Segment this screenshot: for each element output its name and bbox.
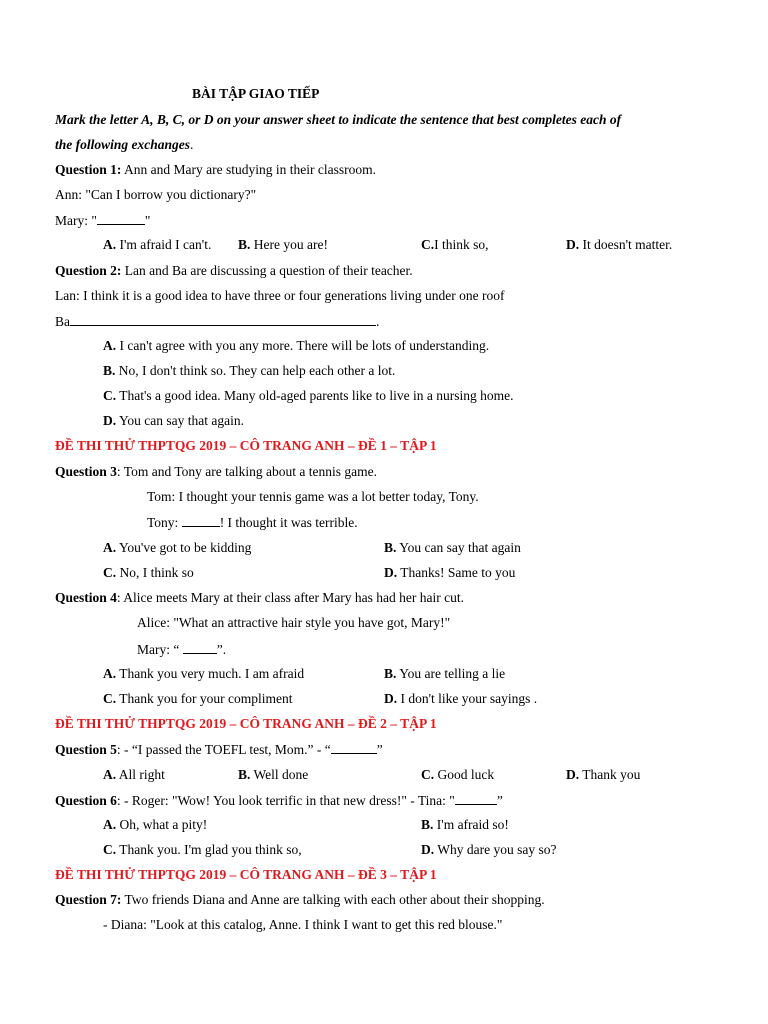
answer-blank (455, 791, 497, 805)
question-1-option-a[interactable] (103, 236, 211, 254)
option-text: You are telling a lie (396, 666, 506, 681)
question-7-line-2: - Diana: "Look at this catalog, Anne. I think I want to get this red blouse." (103, 917, 503, 932)
option-letter: C. (103, 691, 117, 706)
question-3-line-2: Tom: I thought your tennis game was a lot better today, Tony. (147, 489, 479, 504)
option-text: All right (116, 767, 165, 782)
option-letter: B. (384, 540, 397, 555)
section-heading-3: ĐỀ THI THỬ THPTQG 2019 – CÔ TRANG ANH – ĐỀ 3 – TẬP 1 (55, 867, 437, 882)
option-letter: A. (103, 666, 117, 681)
question-1-line-3 (55, 211, 150, 230)
option-letter: B. (103, 363, 116, 378)
option-text: Well done (250, 767, 309, 782)
option-text: You can say that again. (116, 413, 244, 428)
option-text: I'm afraid I can't. (116, 237, 212, 252)
question-3-line-3 (147, 513, 358, 532)
option-text: You can say that again (396, 540, 521, 555)
page-title: BÀI TẬP GIAO TIẾP (192, 86, 320, 101)
option-letter: B. (384, 666, 397, 681)
option-text: No, I don't think so. They can help each other a lot. (115, 363, 396, 378)
option-letter: D. (103, 413, 117, 428)
option-letter: A. (103, 767, 117, 782)
question-5-label: Question 5 (55, 742, 117, 757)
question-3-option-b[interactable] (384, 539, 521, 557)
question-4-option-c[interactable] (103, 690, 292, 708)
option-letter: D. (384, 565, 398, 580)
question-1-quote-end: " (144, 213, 151, 228)
question-1-line-2: Ann: "Can I borrow you dictionary?" (55, 187, 257, 202)
question-3-stem (55, 463, 377, 481)
option-letter: B. (421, 817, 434, 832)
question-2-option-d[interactable] (103, 412, 244, 430)
question-1-option-d[interactable] (566, 236, 672, 254)
option-text: Thank you (579, 767, 641, 782)
option-text: I can't agree with you any more. There will be lots of understanding. (116, 338, 490, 353)
option-text: I don't like your sayings . (397, 691, 538, 706)
instruction-line-2 (55, 136, 193, 154)
option-letter: C. (421, 237, 435, 252)
question-2-stem (55, 262, 413, 280)
option-letter: C. (103, 565, 117, 580)
question-1-speaker: Mary: " (55, 213, 97, 228)
option-text: I'm afraid so! (433, 817, 509, 832)
option-letter: C. (103, 842, 117, 857)
question-5-stem (55, 740, 383, 759)
option-letter: D. (566, 237, 580, 252)
question-3-option-a[interactable] (103, 539, 251, 557)
option-letter: D. (566, 767, 580, 782)
option-text: I think so, (434, 237, 489, 252)
instruction-period: . (190, 137, 194, 152)
answer-blank (70, 312, 376, 326)
question-7-text: Two friends Diana and Anne are talking with each other about their shopping. (121, 892, 545, 907)
question-3-rest: ! I thought it was terrible. (219, 515, 358, 530)
answer-blank (331, 740, 377, 754)
answer-blank (97, 211, 145, 225)
question-4-label: Question 4 (55, 590, 117, 605)
question-2-period: . (376, 314, 380, 329)
question-6-stem (55, 791, 503, 810)
question-1-option-b[interactable] (238, 236, 328, 254)
question-5-option-b[interactable] (238, 766, 308, 784)
question-4-speaker: Mary: “ (137, 642, 183, 657)
question-4-text: : Alice meets Mary at their class after Mary has had her hair cut. (116, 590, 465, 605)
question-1-text: Ann and Mary are studying in their classroom. (121, 162, 376, 177)
question-6-quote-end: ” (496, 793, 503, 808)
question-2-speaker: Ba (55, 314, 70, 329)
question-5-option-d[interactable] (566, 766, 640, 784)
question-4-line-3 (137, 640, 226, 659)
question-5-text: : - “I passed the TOEFL test, Mom.” - “ (116, 742, 331, 757)
question-2-line-2: Lan: I think it is a good idea to have three or four generations living under one roof (55, 288, 505, 303)
question-5-quote-end: ” (376, 742, 383, 757)
question-4-option-b[interactable] (384, 665, 505, 683)
question-4-line-2: Alice: "What an attractive hair style you have got, Mary!" (137, 615, 451, 630)
question-4-quote-end: ”. (216, 642, 227, 657)
question-4-option-a[interactable] (103, 665, 304, 683)
question-3-option-d[interactable] (384, 564, 515, 582)
option-text: Good luck (434, 767, 495, 782)
question-5-option-c[interactable] (421, 766, 494, 784)
question-3-option-c[interactable] (103, 564, 194, 582)
question-1-label: Question 1: (55, 162, 122, 177)
question-4-option-d[interactable] (384, 690, 537, 708)
option-letter: A. (103, 540, 117, 555)
option-letter: C. (421, 767, 435, 782)
option-letter: D. (384, 691, 398, 706)
option-text: Thank you for your compliment (116, 691, 293, 706)
option-text: That's a good idea. Many old-aged parents like to live in a nursing home. (116, 388, 514, 403)
option-letter: A. (103, 817, 117, 832)
question-3-text: : Tom and Tony are talking about a tennis game. (116, 464, 377, 479)
question-3-label: Question 3 (55, 464, 117, 479)
option-text: Why dare you say so? (434, 842, 557, 857)
option-text: You've got to be kidding (116, 540, 252, 555)
question-6-option-c[interactable] (103, 841, 302, 859)
option-text: Thank you. I'm glad you think so, (116, 842, 302, 857)
question-2-text: Lan and Ba are discussing a question of their teacher. (121, 263, 413, 278)
question-2-line-3 (55, 312, 379, 331)
option-text: Here you are! (250, 237, 328, 252)
option-letter: B. (238, 237, 251, 252)
instruction-line-1: Mark the letter A, B, C, or D on your answer sheet to indicate the sentence that best completes each of (55, 112, 622, 127)
question-2-option-a[interactable] (103, 337, 489, 355)
option-text: Thanks! Same to you (397, 565, 516, 580)
question-2-label: Question 2: (55, 263, 122, 278)
question-6-option-a[interactable] (103, 816, 207, 834)
option-text: Oh, what a pity! (116, 817, 208, 832)
section-heading-2: ĐỀ THI THỬ THPTQG 2019 – CÔ TRANG ANH – ĐỀ 2 – TẬP 1 (55, 716, 437, 731)
option-letter: A. (103, 338, 117, 353)
option-text: No, I think so (116, 565, 194, 580)
option-letter: C. (103, 388, 117, 403)
option-text: Thank you very much. I am afraid (116, 666, 305, 681)
answer-blank (182, 513, 220, 527)
question-3-speaker: Tony: (147, 515, 182, 530)
question-1-option-c[interactable] (421, 236, 489, 254)
question-1-stem (55, 161, 376, 179)
question-2-option-b[interactable] (103, 362, 395, 380)
instruction-line-2-text: the following exchanges (55, 137, 191, 152)
question-5-option-a[interactable] (103, 766, 165, 784)
question-6-text: : - Roger: "Wow! You look terrific in that new dress!" - Tina: " (116, 793, 455, 808)
option-letter: D. (421, 842, 435, 857)
question-4-stem (55, 589, 464, 607)
question-6-label: Question 6 (55, 793, 117, 808)
option-letter: A. (103, 237, 117, 252)
question-7-label: Question 7: (55, 892, 122, 907)
question-2-option-c[interactable] (103, 387, 513, 405)
question-7-stem (55, 891, 545, 909)
question-6-option-d[interactable] (421, 841, 556, 859)
question-6-option-b[interactable] (421, 816, 509, 834)
section-heading-1: ĐỀ THI THỬ THPTQG 2019 – CÔ TRANG ANH – ĐỀ 1 – TẬP 1 (55, 438, 437, 453)
option-letter: B. (238, 767, 251, 782)
option-text: It doesn't matter. (579, 237, 673, 252)
answer-blank (183, 640, 217, 654)
